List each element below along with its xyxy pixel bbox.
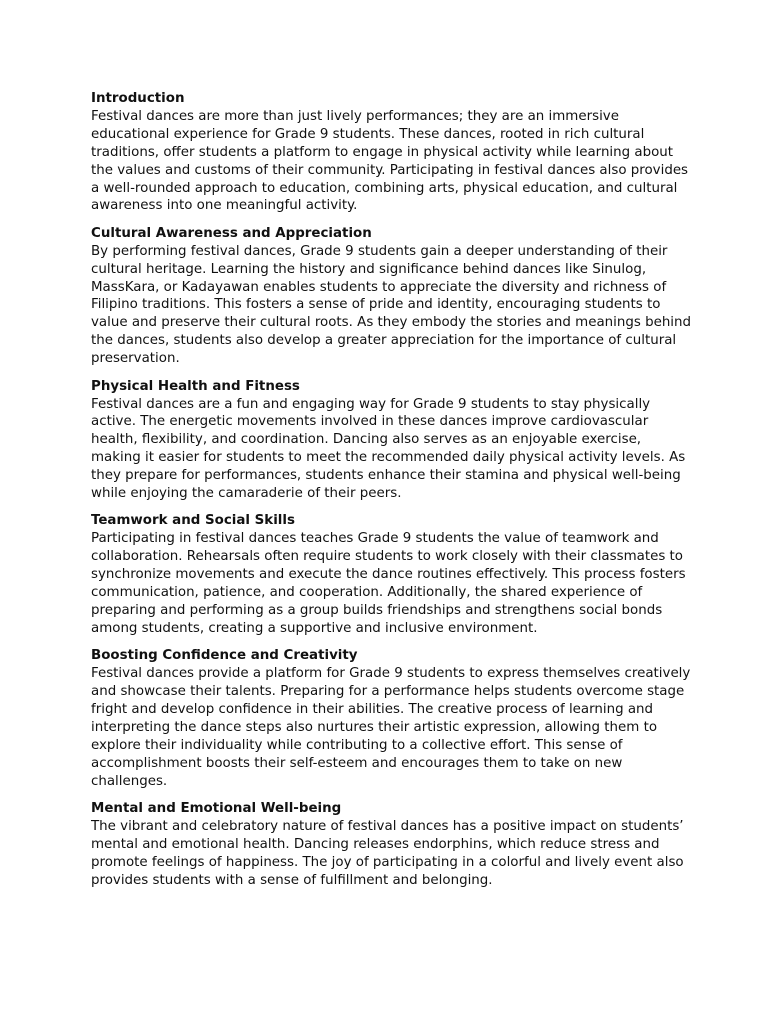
section-paragraph: Festival dances provide a platform for Grade 9 students to express themselves creatively and showcase their talents. Preparing for a performance helps students overcome stage fright and develop confidence in their abilities. The creative process of learning and interpreting the dance steps also nurtures their artistic expression, allowing them to explore their individuality while contributing to a collective effort. This sense of accomplishment boosts their self-esteem and encourages them to take on new challenges. xyxy=(91,666,691,789)
section-physical-health xyxy=(91,378,691,503)
section-introduction xyxy=(91,90,691,215)
section-heading: Mental and Emotional Well-being xyxy=(91,801,342,817)
section-paragraph: Participating in festival dances teaches Grade 9 students the value of teamwork and collaboration. Rehearsals often require students to work closely with their classmates to synchronize movements and execute the dance routines effectively. This process fosters communication, patience, and cooperation. Additionally, the shared experience of preparing and performing as a group builds friendships and strengthens social bonds among students, creating a supportive and inclusive environment. xyxy=(91,531,686,636)
section-heading: Cultural Awareness and Appreciation xyxy=(91,225,372,241)
section-cultural-awareness xyxy=(91,225,691,368)
section-heading: Boosting Confidence and Creativity xyxy=(91,648,358,664)
section-confidence-creativity xyxy=(91,647,691,790)
section-mental-wellbeing xyxy=(91,800,691,890)
section-paragraph: By performing festival dances, Grade 9 students gain a deeper understanding of their cultural heritage. Learning the history and significance behind dances like Sinulog, MassKara, or Kadayawan enables students to appreciate the diversity and richness of Filipino traditions. This fosters a sense of pride and identity, encouraging students to value and preserve their cultural roots. As they embody the stories and meanings behind the dances, students also develop a greater appreciation for the importance of cultural preservation. xyxy=(91,243,692,367)
document-body xyxy=(91,90,691,899)
section-heading: Physical Health and Fitness xyxy=(91,378,300,394)
section-paragraph: Festival dances are a fun and engaging way for Grade 9 students to stay physically active. The energetic movements involved in these dances improve cardiovascular health, flexibility, and coordination. Dancing also serves as an enjoyable exercise, making it easier for students to meet the recommended daily physical activity levels. As they prepare for performances, students enhance their stamina and physical well-being while enjoying the camaraderie of their peers. xyxy=(91,396,686,502)
section-heading: Teamwork and Social Skills xyxy=(91,513,295,529)
section-heading: Introduction xyxy=(91,91,185,106)
section-paragraph: Festival dances are more than just lively performances; they are an immersive educational experience for Grade 9 students. These dances, rooted in rich cultural traditions, offer students a platform to engage in physical activity while learning about the values and customs of their community. Participating in festival dances also provides a well-rounded approach to education, combining arts, physical education, and cultural awareness into one meaningful activity. xyxy=(91,108,689,214)
section-teamwork xyxy=(91,512,691,637)
section-paragraph: The vibrant and celebratory nature of festival dances has a positive impact on students’ mental and emotional health. Dancing releases endorphins, which reduce stress and promote feelings of happiness. The joy of participating in a colorful and lively event also provides students with a sense of fulfillment and belonging. xyxy=(91,818,684,888)
